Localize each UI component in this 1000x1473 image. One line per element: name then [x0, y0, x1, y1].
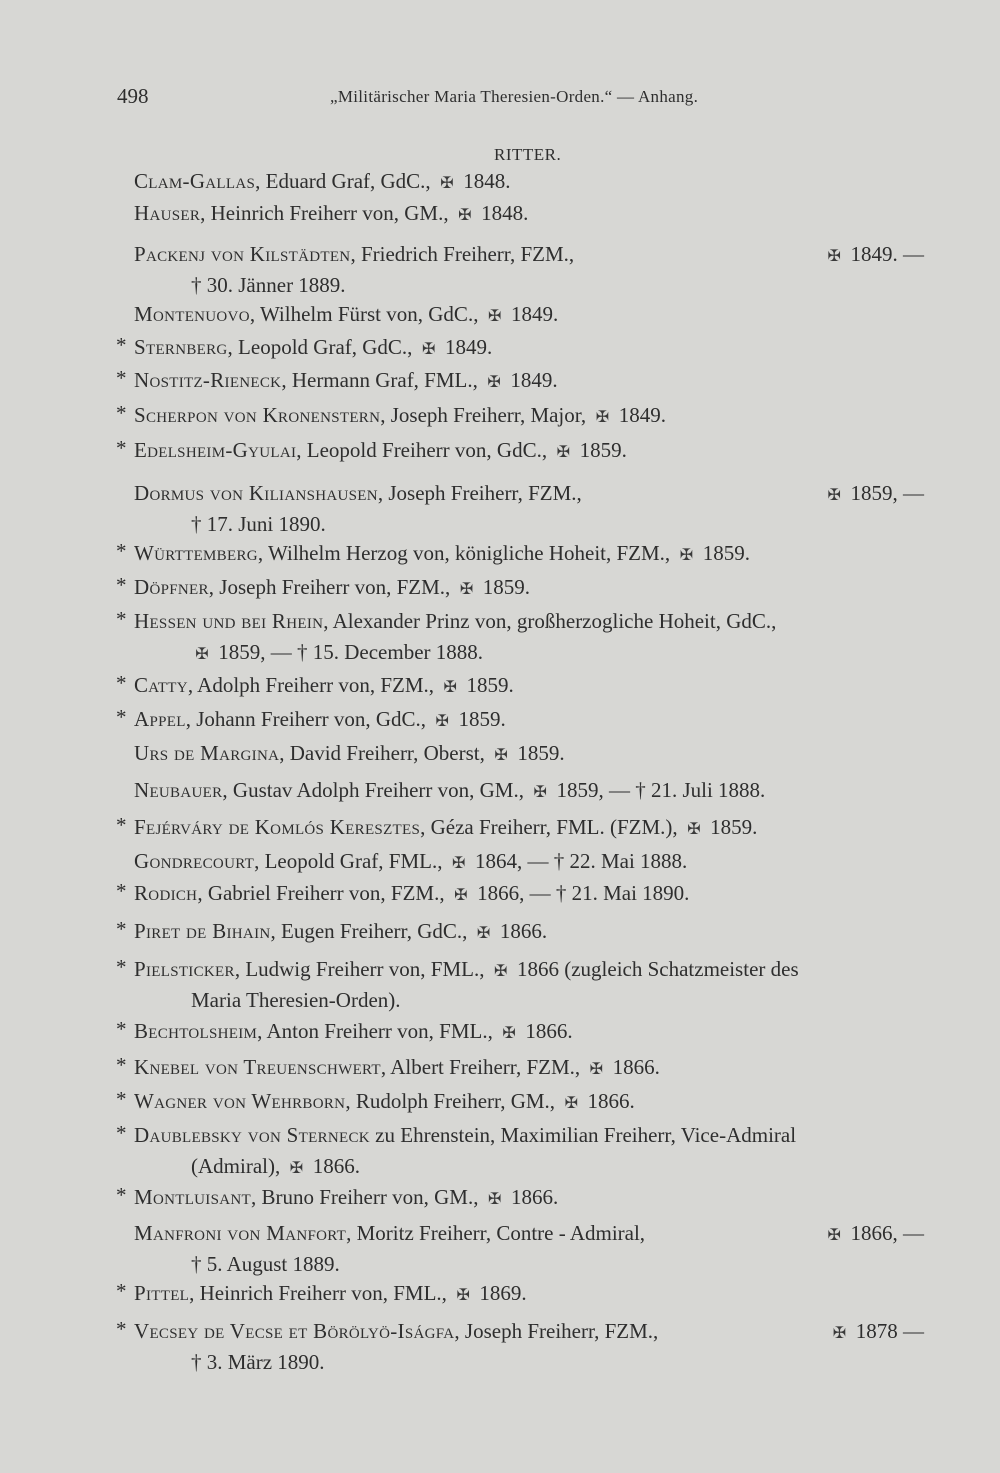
- entry-line: [134, 812, 757, 845]
- entry-details: zu Ehrenstein, Maximilian Freiherr, Vice-Admiral: [369, 1123, 797, 1147]
- entry-line: [134, 775, 765, 808]
- entry-continuation: [191, 985, 401, 1016]
- order-cross-icon: ✠: [679, 547, 694, 564]
- entry-line: [134, 400, 666, 433]
- entry-text: [134, 169, 436, 193]
- entry-line: [134, 704, 506, 737]
- entry-text: [134, 606, 776, 637]
- entry-name: Bechtolsheim: [134, 1019, 258, 1043]
- entry-year-text: 1859, — † 21. Juli 1888.: [551, 778, 766, 802]
- entry-year-text: 1866 (zugleich Schatzmeister des: [511, 957, 799, 981]
- entry-name: Edelsheim-Gyulai: [134, 438, 297, 462]
- entry-year-text: 1866.: [307, 1154, 360, 1178]
- entry-name: Knebel von Treuenschwert: [134, 1055, 381, 1079]
- entry-name: Hessen und bei Rhein: [134, 609, 324, 633]
- entry-year-text: 1859.: [574, 438, 627, 462]
- entry-name: Wagner von Wehrborn: [134, 1089, 346, 1113]
- entry-line: [134, 738, 565, 771]
- entry-name: Piret de Bihain: [134, 919, 271, 943]
- entry-year: [823, 478, 924, 511]
- asterisk-marker: *: [116, 917, 127, 941]
- entry-name: Hauser: [134, 201, 201, 225]
- entry-text: [134, 1218, 645, 1251]
- entry-year-text: 1859.: [461, 673, 514, 697]
- order-cross-icon: ✠: [494, 963, 508, 980]
- entry-text: [134, 849, 448, 873]
- entry-name: Gondrecourt: [134, 849, 255, 873]
- entry-continuation: [191, 1151, 360, 1184]
- running-title: „Militärischer Maria Theresien-Orden.“ — Anhang.: [330, 87, 699, 106]
- entry-line: [134, 365, 558, 398]
- entry-details: , Moritz Freiherr, Contre - Admiral,: [346, 1221, 646, 1245]
- entry-name: Sternberg: [134, 335, 228, 359]
- entry-continuation-text: 1859, — † 15. December 1888.: [213, 640, 484, 664]
- order-cross-icon: ✠: [440, 175, 454, 192]
- entry-continuation-text: † 17. Juni 1890.: [191, 512, 326, 536]
- entry-continuation: [191, 637, 483, 670]
- entry-text: [134, 957, 490, 981]
- entry-text: [134, 1055, 585, 1079]
- entry-name: Württemberg: [134, 541, 258, 565]
- entry-name: Dormus von Kilianshausen: [134, 481, 378, 505]
- entry-name: Montenuovo: [134, 302, 250, 326]
- order-cross-icon: ✠: [488, 1191, 502, 1208]
- asterisk-marker: *: [116, 436, 127, 460]
- order-cross-icon: ✠: [454, 887, 468, 904]
- entry-details: , Joseph Freiherr von, FZM.,: [208, 575, 456, 599]
- entry-text: [134, 919, 473, 943]
- entry-details: , Géza Freiherr, FML. (FZM.),: [420, 815, 683, 839]
- entry-details: , Johann Freiherr von, GdC.,: [185, 707, 432, 731]
- entry-details: , Leopold Graf, GdC.,: [227, 335, 418, 359]
- entry-line: [134, 916, 547, 949]
- entry-details: , Anton Freiherr von, FML.,: [257, 1019, 499, 1043]
- asterisk-marker: *: [116, 1279, 127, 1303]
- asterisk-marker: *: [116, 333, 127, 357]
- entry-continuation: [191, 509, 326, 540]
- entry-details: , Bruno Freiherr von, GM.,: [250, 1185, 484, 1209]
- order-cross-icon: ✠: [289, 1160, 304, 1177]
- entry-line: [134, 198, 528, 231]
- order-cross-icon: ✠: [458, 207, 472, 224]
- order-cross-icon: ✠: [452, 855, 466, 872]
- entry-name: Pittel: [134, 1281, 190, 1305]
- entry-year-text: 1859.: [477, 575, 531, 599]
- entry-text: [134, 438, 552, 462]
- order-cross-icon: ✠: [832, 1325, 847, 1342]
- entry-details: , Leopold Freiherr von, GdC.,: [296, 438, 553, 462]
- asterisk-marker: *: [116, 366, 127, 390]
- entry-line: [134, 1278, 527, 1311]
- entry-text: [134, 335, 418, 359]
- asterisk-marker: *: [116, 1183, 127, 1207]
- entry-details: , Alexander Prinz von, großherzogliche Hoheit, GdC.,: [323, 609, 777, 633]
- order-cross-icon: ✠: [533, 784, 547, 801]
- asterisk-marker: *: [116, 1053, 127, 1077]
- entry-name: Appel: [134, 707, 186, 731]
- order-cross-icon: ✠: [589, 1061, 604, 1078]
- entry-year-text: 1866, —: [845, 1221, 924, 1245]
- entry-name: Nostitz-Rieneck: [134, 368, 282, 392]
- asterisk-marker: *: [116, 401, 127, 425]
- order-cross-icon: ✠: [487, 374, 501, 391]
- entry-continuation-text: † 5. August 1889.: [191, 1252, 340, 1276]
- asterisk-marker: *: [116, 671, 127, 695]
- asterisk-marker: *: [116, 813, 127, 837]
- entry-name: Urs de Margina: [134, 741, 280, 765]
- entry-year: [823, 239, 924, 272]
- entry-name: Montluisant: [134, 1185, 251, 1209]
- entry-year-text: 1864, — † 22. Mai 1888.: [469, 849, 688, 873]
- entry-details: , Wilhelm Fürst von, GdC.,: [249, 302, 484, 326]
- entry-year-text: 1859.: [697, 541, 750, 565]
- entry-line: [134, 670, 514, 703]
- order-cross-icon: ✠: [459, 581, 474, 598]
- entry-details: , Joseph Freiherr, FZM.,: [377, 481, 582, 505]
- entry-year-text: 1859.: [512, 741, 565, 765]
- entry-name: Neubauer: [134, 778, 223, 802]
- entry-year-text: 1849.: [439, 335, 493, 359]
- asterisk-marker: *: [116, 1087, 127, 1111]
- entry-text: [134, 707, 431, 731]
- asterisk-marker: *: [116, 539, 127, 563]
- entry-year-text: 1866.: [607, 1055, 660, 1079]
- entry-line: [134, 1182, 558, 1215]
- entry-year-text: 1848.: [457, 169, 511, 193]
- entry-name: Vecsey de Vecse et Börölyö-Iságfa: [134, 1319, 455, 1343]
- entry-continuation-text: † 3. März 1890.: [191, 1350, 325, 1374]
- asterisk-marker: *: [116, 573, 127, 597]
- section-title: RITTER.: [494, 145, 562, 164]
- entry-details: , Hermann Graf, FML.,: [281, 368, 484, 392]
- entry-line: [134, 239, 924, 272]
- entry-name: Scherpon von Kronenstern: [134, 403, 381, 427]
- order-cross-icon: ✠: [476, 925, 491, 942]
- entry-line: [134, 1052, 660, 1085]
- entry-year-text: 1878 —: [850, 1319, 924, 1343]
- order-cross-icon: ✠: [502, 1025, 516, 1042]
- entry-details: , Ludwig Freiherr von, FML.,: [234, 957, 490, 981]
- entry-year-text: 1869.: [474, 1281, 527, 1305]
- entry-year-text: 1866.: [520, 1019, 573, 1043]
- entry-year-text: 1849. —: [845, 242, 924, 266]
- entry-continuation: [191, 1249, 340, 1280]
- entry-text: [134, 478, 582, 511]
- entry-text: [134, 673, 439, 697]
- entry-details: , Heinrich Freiherr von, FML.,: [189, 1281, 453, 1305]
- entry-details: , Friedrich Freiherr, FZM.,: [350, 242, 575, 266]
- entry-text: [134, 201, 454, 225]
- entry-year-text: 1859, —: [845, 481, 924, 505]
- entry-line: [134, 878, 689, 911]
- asterisk-marker: *: [116, 955, 127, 979]
- entry-line: [134, 1120, 796, 1151]
- order-cross-icon: ✠: [827, 487, 841, 504]
- entry-text: [134, 741, 490, 765]
- entry-line: [134, 332, 492, 365]
- entry-name: Daublebsky von Sterneck: [134, 1123, 370, 1147]
- entry-year-text: 1866.: [582, 1089, 635, 1113]
- order-cross-icon: ✠: [421, 341, 436, 358]
- entry-line: [134, 299, 558, 332]
- entry-year-text: 1859.: [453, 707, 506, 731]
- order-cross-icon: ✠: [488, 308, 502, 325]
- entry-line: [134, 435, 627, 468]
- entry-continuation-text: Maria Theresien-Orden).: [191, 988, 401, 1012]
- entry-text: [134, 541, 675, 565]
- entry-year-text: 1866.: [494, 919, 548, 943]
- entry-details: , Gabriel Freiherr von, FZM.,: [197, 881, 450, 905]
- entry-year: [829, 1316, 925, 1349]
- entry-details: , Eugen Freiherr, GdC.,: [270, 919, 473, 943]
- entry-name: Packenj von Kilstädten: [134, 242, 351, 266]
- asterisk-marker: *: [116, 879, 127, 903]
- asterisk-marker: *: [116, 1317, 127, 1341]
- entry-year-text: 1849.: [613, 403, 666, 427]
- order-cross-icon: ✠: [195, 646, 209, 663]
- order-cross-icon: ✠: [564, 1095, 578, 1112]
- entry-details: , Albert Freiherr, FZM.,: [380, 1055, 586, 1079]
- entry-text: [134, 575, 456, 599]
- entry-year-text: 1866.: [505, 1185, 559, 1209]
- entry-details: , Leopold Graf, FML.,: [254, 849, 448, 873]
- entry-year-text: 1859.: [704, 815, 758, 839]
- order-cross-icon: ✠: [687, 821, 701, 838]
- entry-text: [134, 778, 529, 802]
- entry-name: Catty: [134, 673, 188, 697]
- entry-text: [134, 368, 483, 392]
- entry-line: [134, 1218, 924, 1251]
- order-cross-icon: ✠: [595, 409, 610, 426]
- entry-text: [134, 1019, 498, 1043]
- entry-year-text: 1866, — † 21. Mai 1890.: [471, 881, 690, 905]
- entry-line: [134, 606, 924, 637]
- entry-name: Manfroni von Manfort: [134, 1221, 347, 1245]
- entry-text: [134, 302, 484, 326]
- order-cross-icon: ✠: [443, 679, 457, 696]
- order-cross-icon: ✠: [494, 747, 508, 764]
- order-cross-icon: ✠: [827, 248, 841, 265]
- entry-line: [134, 478, 924, 511]
- entry-continuation-text: (Admiral),: [191, 1154, 286, 1178]
- page-header: [0, 84, 1000, 114]
- entry-continuation-text: † 30. Jänner 1889.: [191, 273, 346, 297]
- entry-details: , Eduard Graf, GdC.,: [255, 169, 436, 193]
- entry-name: Döpfner: [134, 575, 209, 599]
- entry-line: [134, 1016, 573, 1049]
- page-number: 498: [117, 84, 149, 108]
- asterisk-marker: *: [116, 705, 127, 729]
- entry-line: [134, 538, 750, 571]
- entry-line: [134, 166, 510, 199]
- asterisk-marker: *: [116, 1017, 127, 1041]
- entry-text: [134, 1089, 560, 1113]
- entry-line: [134, 846, 687, 879]
- entry-details: , Joseph Freiherr, FZM.,: [454, 1319, 659, 1343]
- entry-text: [134, 403, 591, 427]
- entry-year: [823, 1218, 924, 1251]
- entry-name: Clam-Gallas: [134, 169, 256, 193]
- entry-name: Fejérváry de Komlós Keresztes: [134, 815, 421, 839]
- entry-details: , David Freiherr, Oberst,: [279, 741, 491, 765]
- entry-line: [134, 954, 799, 987]
- order-cross-icon: ✠: [435, 713, 449, 730]
- entry-name: Rodich: [134, 881, 198, 905]
- entry-text: [134, 881, 450, 905]
- entry-year-text: 1849.: [505, 302, 559, 326]
- entry-details: , Rudolph Freiherr, GM.,: [345, 1089, 561, 1113]
- entry-details: , Wilhelm Herzog von, königliche Hoheit, FZM.,: [257, 541, 676, 565]
- order-cross-icon: ✠: [556, 444, 571, 461]
- entry-details: , Heinrich Freiherr von, GM.,: [200, 201, 454, 225]
- order-cross-icon: ✠: [456, 1287, 470, 1304]
- entry-text: [134, 1316, 658, 1349]
- entry-continuation: [191, 270, 346, 301]
- entry-year-text: 1849.: [505, 368, 558, 392]
- entry-text: [134, 1281, 452, 1305]
- entry-details: , Joseph Freiherr, Major,: [380, 403, 592, 427]
- entry-line: [134, 1086, 635, 1119]
- asterisk-marker: *: [116, 1121, 127, 1145]
- asterisk-marker: *: [116, 607, 127, 631]
- entry-line: [134, 1316, 924, 1349]
- entry-text: [134, 239, 574, 272]
- entry-text: [134, 815, 683, 839]
- entry-text: [134, 1185, 484, 1209]
- order-cross-icon: ✠: [827, 1227, 841, 1244]
- entry-name: Pielsticker: [134, 957, 235, 981]
- entry-continuation: [191, 1347, 325, 1378]
- entry-year-text: 1848.: [475, 201, 529, 225]
- entry-text: [134, 1123, 796, 1147]
- entry-line: [134, 572, 530, 605]
- entry-details: , Gustav Adolph Freiherr von, GM.,: [222, 778, 530, 802]
- entry-details: , Adolph Freiherr von, FZM.,: [187, 673, 440, 697]
